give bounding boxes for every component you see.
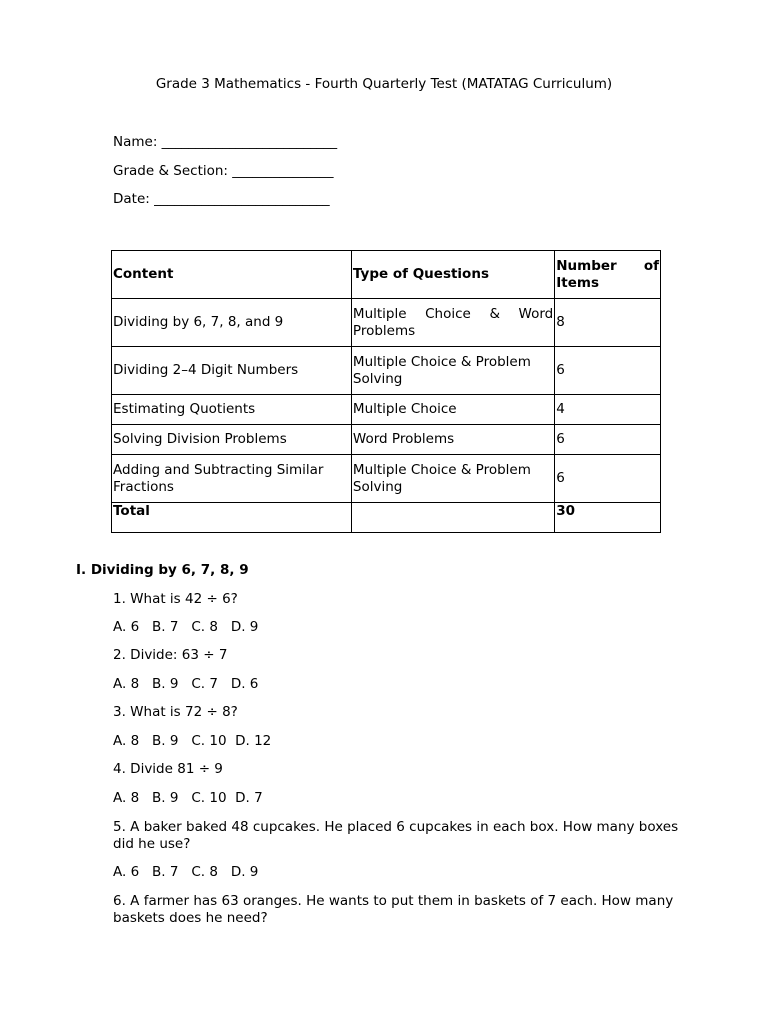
row-type-word: & — [489, 305, 500, 322]
row-type-line1 — [353, 306, 553, 323]
row-type: Multiple Choice — [351, 395, 554, 425]
header-number-word: Number — [556, 257, 617, 274]
question-5: 5. A baker baked 48 cupcakes. He placed 6 cupcakes in each box. How many boxes did he use? — [113, 819, 679, 852]
name-field: Name: __________________________ — [113, 134, 338, 150]
row-content: Estimating Quotients — [112, 395, 352, 425]
row-type: Word Problems — [351, 425, 554, 455]
grade-section-field: Grade & Section: _______________ — [113, 163, 334, 179]
section-heading: I. Dividing by 6, 7, 8, 9 — [76, 562, 249, 578]
table-row — [112, 395, 661, 425]
row-content: Dividing 2–4 Digit Numbers — [112, 347, 352, 395]
row-type-word: Word — [518, 305, 554, 322]
header-number-line1 — [556, 258, 659, 275]
row-items: 6 — [555, 347, 661, 395]
row-items: 4 — [555, 395, 661, 425]
row-content: Dividing by 6, 7, 8, and 9 — [112, 299, 352, 347]
question-1: 1. What is 42 ÷ 6? — [113, 591, 238, 607]
row-type-line2: Problems — [352, 322, 416, 339]
total-type — [351, 503, 554, 533]
row-content — [112, 455, 352, 503]
header-type: Type of Questions — [351, 251, 554, 299]
question-5-choices: A. 6 B. 7 C. 8 D. 9 — [113, 864, 259, 880]
table-row — [112, 425, 661, 455]
question-3-choices: A. 8 B. 9 C. 10 D. 12 — [113, 733, 272, 749]
header-content: Content — [112, 251, 352, 299]
row-type — [351, 347, 554, 395]
row-type-word: Choice — [425, 305, 471, 322]
document-title: Grade 3 Mathematics - Fourth Quarterly Test (MATATAG Curriculum) — [155, 76, 613, 92]
total-label: Total — [112, 503, 352, 533]
header-of-word: of — [643, 257, 659, 274]
header-number-line2: Items — [556, 274, 599, 291]
table-row — [112, 299, 661, 347]
question-4-choices: A. 8 B. 9 C. 10 D. 7 — [113, 790, 263, 806]
row-type-line1: Multiple Choice & Problem — [352, 353, 531, 370]
question-3: 3. What is 72 ÷ 8? — [113, 704, 238, 720]
row-type-line1: Multiple Choice & Problem — [352, 461, 531, 478]
question-2: 2. Divide: 63 ÷ 7 — [113, 647, 228, 663]
row-content-line2: Fractions — [113, 478, 174, 495]
row-type — [351, 299, 554, 347]
question-6: 6. A farmer has 63 oranges. He wants to put them in baskets of 7 each. How many baskets does he need? — [113, 893, 674, 926]
table-of-specifications — [111, 250, 661, 533]
row-type-word: Multiple — [352, 305, 407, 322]
row-items: 6 — [555, 455, 661, 503]
row-type — [351, 455, 554, 503]
question-2-choices: A. 8 B. 9 C. 7 D. 6 — [113, 676, 259, 692]
header-number-of-items — [555, 251, 661, 299]
row-items: 8 — [555, 299, 661, 347]
total-items: 30 — [555, 503, 661, 533]
row-content-line1: Adding and Subtracting Similar — [113, 461, 324, 478]
table-header-row — [112, 251, 661, 299]
row-type-line2: Solving — [352, 478, 403, 495]
table-row — [112, 455, 661, 503]
date-field: Date: __________________________ — [113, 191, 330, 207]
row-items: 6 — [555, 425, 661, 455]
table-row — [112, 347, 661, 395]
row-content: Solving Division Problems — [112, 425, 352, 455]
table-total-row — [112, 503, 661, 533]
question-4: 4. Divide 81 ÷ 9 — [113, 761, 223, 777]
row-type-line2: Solving — [352, 370, 403, 387]
question-1-choices: A. 6 B. 7 C. 8 D. 9 — [113, 619, 259, 635]
